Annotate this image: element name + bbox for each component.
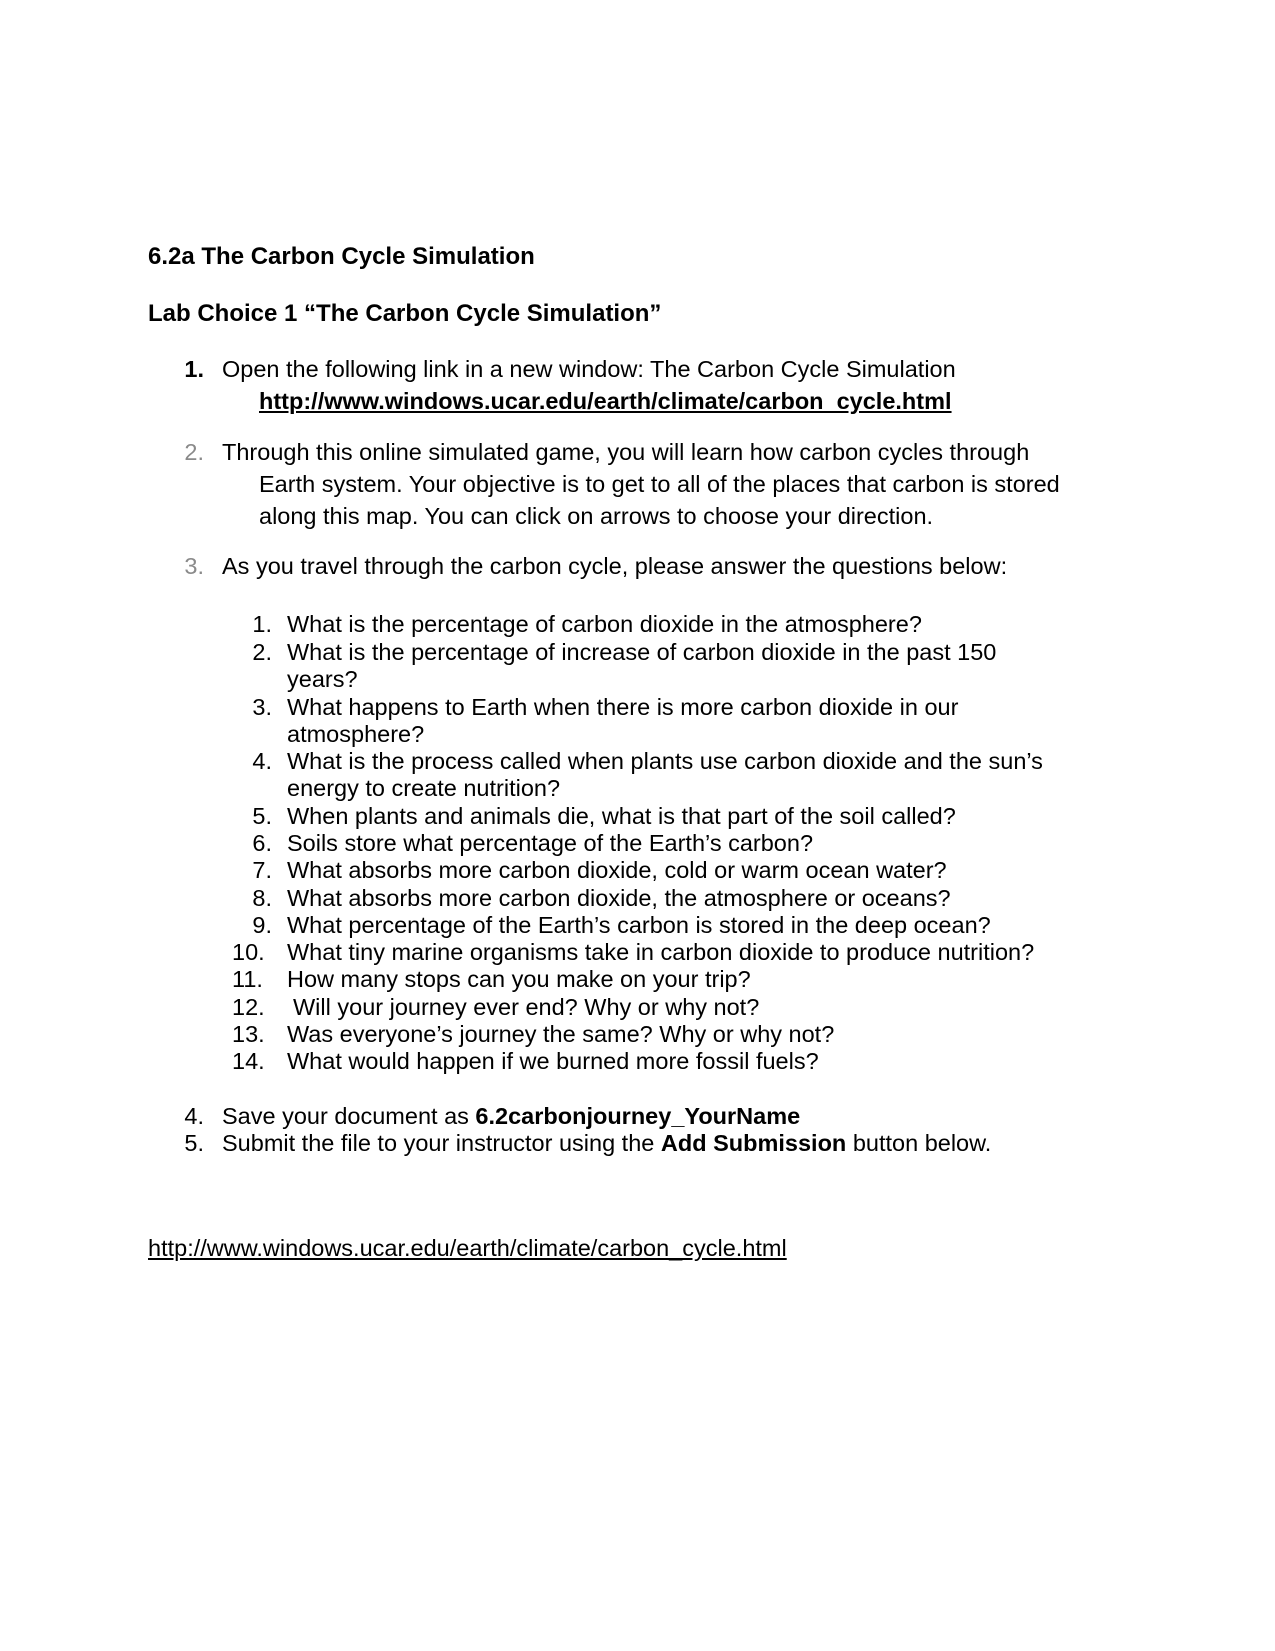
step-3-text: As you travel through the carbon cycle, please answer the questions below: [222,553,1008,579]
document-title: 6.2a The Carbon Cycle Simulation [148,243,535,270]
question-number: 14. [232,1048,265,1074]
step-4-number: 4. [184,1103,204,1129]
question-text: What absorbs more carbon dioxide, the atmosphere or oceans? [287,885,951,911]
question-text: When plants and animals die, what is that part of the soil called? [287,803,956,829]
step-3-number: 3. [184,553,204,579]
question-text: What percentage of the Earth’s carbon is stored in the deep ocean? [287,912,991,938]
question-number: 10. [232,939,265,965]
question-number: 11. [232,966,263,992]
question-number: 3. [252,694,272,720]
step-5-prefix: Submit the file to your instructor using the [222,1130,661,1156]
question-number: 7. [252,857,272,883]
step-5-number: 5. [184,1130,204,1156]
question-text: What happens to Earth when there is more carbon dioxide in our [287,694,959,720]
step-2-line-1: Through this online simulated game, you will learn how carbon cycles through [222,439,1030,465]
question-number: 12. [232,994,265,1020]
question-text-continued: atmosphere? [287,721,425,747]
step-1-number: 1. [184,356,204,382]
question-number: 13. [232,1021,265,1047]
step-2-line-3: along this map. You can click on arrows to choose your direction. [259,503,934,529]
step-5-suffix: button below. [846,1130,992,1156]
question-text: Was everyone’s journey the same? Why or why not? [287,1021,835,1047]
question-number: 6. [252,830,272,856]
step-5-text [222,1132,991,1156]
lab-choice-heading: Lab Choice 1 “The Carbon Cycle Simulation” [148,300,662,327]
question-number: 9. [252,912,272,938]
question-number: 8. [252,885,272,911]
step-4-prefix: Save your document as [222,1103,476,1129]
question-text: Will your journey ever end? Why or why not? [293,994,760,1020]
question-text: What is the percentage of increase of carbon dioxide in the past 150 [287,639,997,665]
question-text: What tiny marine organisms take in carbon dioxide to produce nutrition? [287,939,1035,965]
step-1-text: Open the following link in a new window: The Carbon Cycle Simulation [222,356,956,382]
step-2-line-2: Earth system. Your objective is to get to all of the places that carbon is stored [259,471,1060,497]
question-number: 5. [252,803,272,829]
question-text: What would happen if we burned more fossil fuels? [287,1048,819,1074]
question-number: 2. [252,639,272,665]
step-4-text [222,1105,800,1129]
question-number: 1. [252,611,272,637]
document-filename: 6.2carbonjourney_YourName [475,1103,801,1129]
question-text: Soils store what percentage of the Earth’s carbon? [287,830,814,856]
footer-simulation-link[interactable]: http://www.windows.ucar.edu/earth/climate/carbon_cycle.html [148,1235,787,1261]
question-text: How many stops can you make on your trip? [287,966,751,992]
simulation-link[interactable]: http://www.windows.ucar.edu/earth/climate/carbon_cycle.html [259,388,952,414]
question-text-continued: energy to create nutrition? [287,775,561,801]
question-text: What is the process called when plants use carbon dioxide and the sun’s [287,748,1043,774]
step-2-number: 2. [184,439,204,465]
question-text-continued: years? [287,666,358,692]
question-text: What is the percentage of carbon dioxide in the atmosphere? [287,611,922,637]
question-text: What absorbs more carbon dioxide, cold or warm ocean water? [287,857,947,883]
add-submission-label: Add Submission [660,1130,847,1156]
question-number: 4. [252,748,272,774]
